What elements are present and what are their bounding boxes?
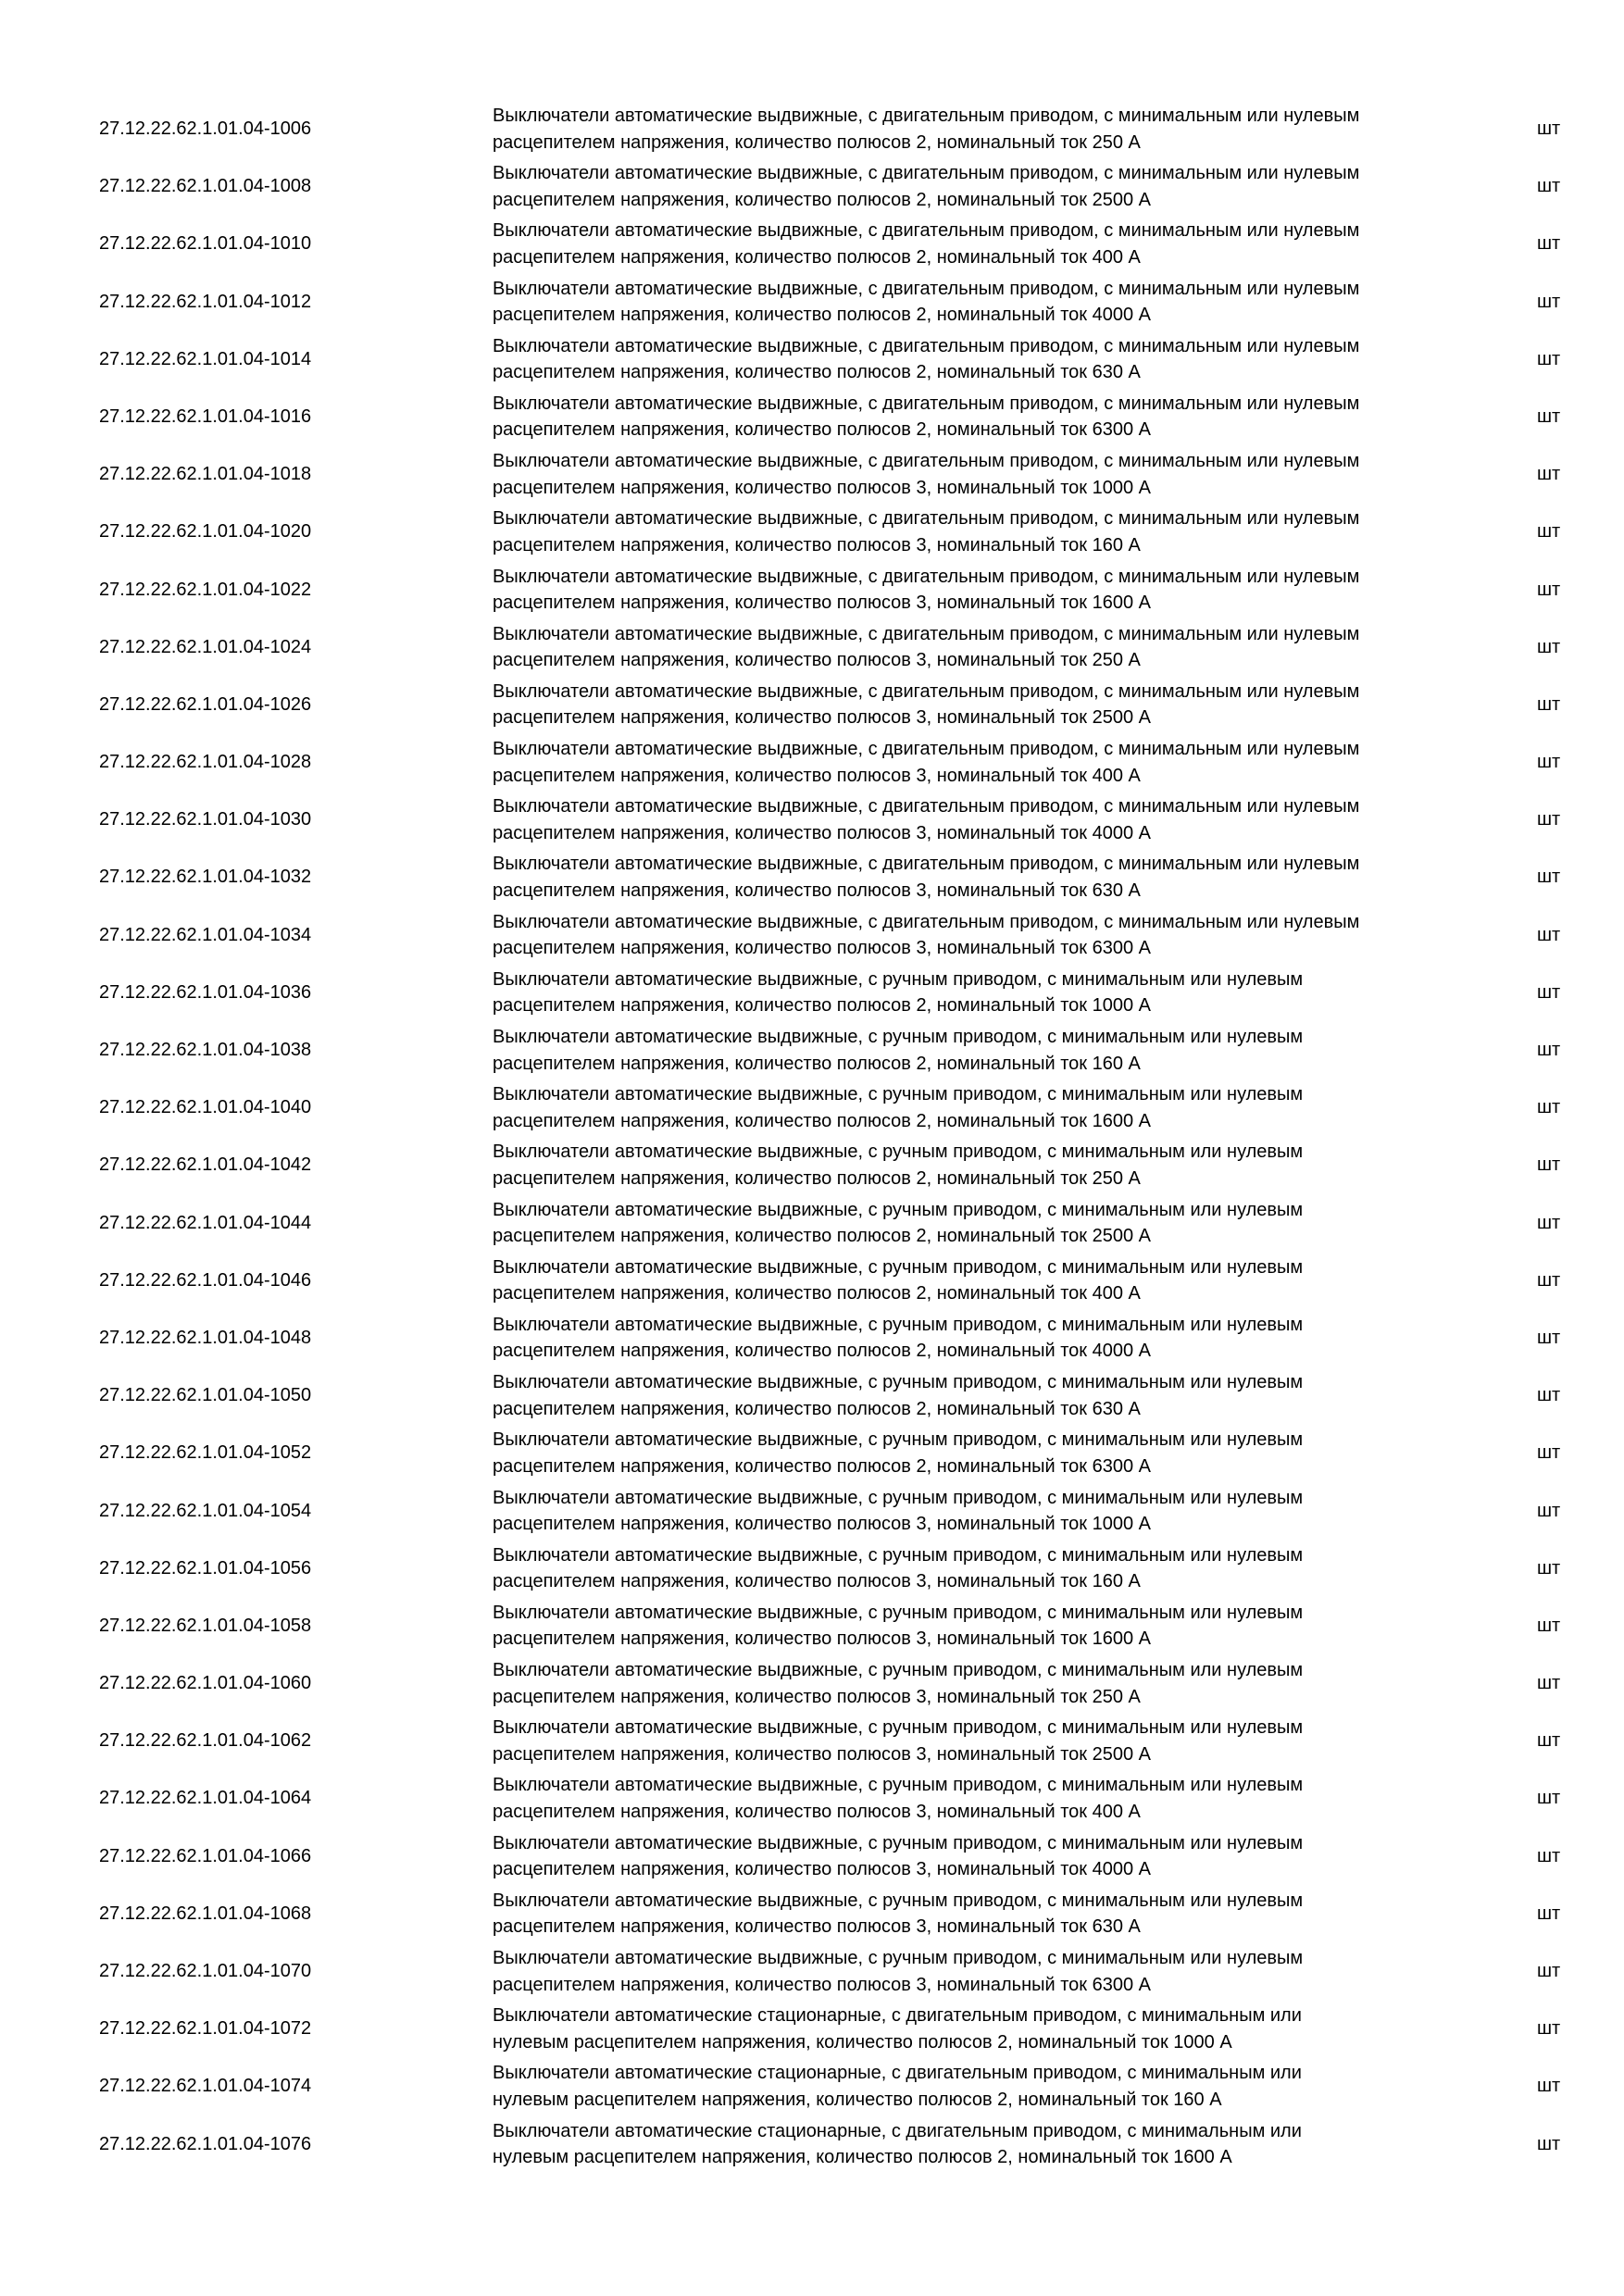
description-line-1: Выключатели автоматические выдвижные, с двигательным приводом, с минимальным или нулевым [493,739,1360,760]
unit-of-measure: шт [1537,1327,1561,1348]
resource-description [493,793,1493,846]
description-line-1: Выключатели автоматические выдвижные, с ручным приводом, с минимальным или нулевым [493,1544,1304,1566]
resource-code: 27.12.22.62.1.01.04-1034 [99,924,312,945]
unit-of-measure: шт [1537,1903,1561,1924]
resource-description [493,1772,1493,1825]
description-line-2: расцепителем напряжения, количество полюсов 2, номинальный ток 4000 А [493,305,1151,326]
description-line-2: расцепителем напряжения, количество полюсов 3, номинальный ток 1600 А [493,1628,1151,1650]
unit-of-measure: шт [1537,1615,1561,1636]
resource-code: 27.12.22.62.1.01.04-1060 [99,1673,312,1694]
description-line-1: Выключатели автоматические выдвижные, с двигательным приводом, с минимальным или нулевым [493,163,1360,184]
description-line-1: Выключатели автоматические выдвижные, с ручным приводом, с минимальным или нулевым [493,1832,1304,1853]
resource-code: 27.12.22.62.1.01.04-1070 [99,1961,312,1981]
resource-description [493,2003,1493,2055]
description-line-2: расцепителем напряжения, количество полюсов 3, номинальный ток 4000 А [493,1859,1151,1880]
table-row [0,1424,1624,1481]
resource-description [493,1888,1493,1940]
table-row [0,1021,1624,1079]
resource-code: 27.12.22.62.1.01.04-1008 [99,176,312,197]
resource-description [493,333,1493,386]
unit-of-measure: шт [1537,693,1561,715]
resource-description [493,1945,1493,1998]
resource-description [493,851,1493,904]
unit-of-measure: шт [1537,1385,1561,1406]
resource-description [493,621,1493,674]
description-line-1: Выключатели автоматические выдвижные, с двигательным приводом, с минимальным или нулевым [493,393,1360,414]
resource-code: 27.12.22.62.1.01.04-1044 [99,1212,312,1233]
unit-of-measure: шт [1537,1961,1561,1981]
description-line-1: Выключатели автоматические выдвижные, с двигательным приводом, с минимальным или нулевым [493,278,1360,299]
table-row [0,1942,1624,2000]
table-row [0,1885,1624,1942]
resource-description [493,1485,1493,1538]
table-row [0,1079,1624,1136]
resource-description [493,1427,1493,1479]
description-line-1: Выключатели автоматические выдвижные, с двигательным приводом, с минимальным или нулевым [493,854,1360,875]
table-row [0,618,1624,676]
description-line-1: Выключатели автоматические стационарные, с двигательным приводом, с минимальным или [493,2120,1302,2141]
description-line-2: расцепителем напряжения, количество полюсов 3, номинальный ток 160 А [493,1571,1141,1592]
resource-description [493,1254,1493,1307]
table-row [0,964,1624,1021]
description-line-2: расцепителем напряжения, количество полюсов 2, номинальный ток 630 А [493,1398,1141,1419]
table-row [0,1309,1624,1366]
table-row [0,1252,1624,1309]
unit-of-measure: шт [1537,981,1561,1003]
resource-description [493,1024,1493,1077]
description-line-1: Выключатели автоматические выдвижные, с ручным приводом, с минимальным или нулевым [493,1256,1304,1278]
unit-of-measure: шт [1537,924,1561,945]
description-line-2: расцепителем напряжения, количество полюсов 2, номинальный ток 2500 А [493,1226,1151,1247]
resource-description [493,1369,1493,1422]
table-row [0,157,1624,215]
resource-code: 27.12.22.62.1.01.04-1050 [99,1385,312,1406]
unit-of-measure: шт [1537,176,1561,197]
description-line-1: Выключатели автоматические выдвижные, с двигательным приводом, с минимальным или нулевым [493,451,1360,472]
description-line-2: расцепителем напряжения, количество полюсов 3, номинальный ток 400 А [493,1801,1141,1822]
description-line-2: расцепителем напряжения, количество полюсов 3, номинальный ток 1000 А [493,1514,1151,1534]
resource-description [493,1600,1493,1653]
table-row [0,733,1624,791]
resource-code: 27.12.22.62.1.01.04-1072 [99,2018,312,2040]
description-line-2: расцепителем напряжения, количество полюсов 3, номинальный ток 2500 А [493,707,1151,729]
description-line-2: расцепителем напряжения, количество полюсов 3, номинальный ток 250 А [493,650,1141,671]
description-line-2: расцепителем напряжения, количество полюсов 3, номинальный ток 4000 А [493,822,1151,843]
table-row [0,1366,1624,1424]
table-row [0,1654,1624,1712]
resource-description [493,218,1493,270]
resource-description [493,1197,1493,1250]
resource-code: 27.12.22.62.1.01.04-1074 [99,2076,312,2097]
resource-code: 27.12.22.62.1.01.04-1022 [99,579,312,600]
resource-description [493,679,1493,731]
unit-of-measure: шт [1537,406,1561,427]
unit-of-measure: шт [1537,809,1561,830]
description-line-2: расцепителем напряжения, количество полюсов 3, номинальный ток 6300 А [493,1974,1151,1995]
resource-description [493,276,1493,329]
resource-description [493,2118,1493,2171]
resource-code: 27.12.22.62.1.01.04-1024 [99,636,312,657]
description-line-1: Выключатели автоматические выдвижные, с ручным приводом, с минимальным или нулевым [493,1199,1304,1220]
resource-description [493,2060,1493,2113]
unit-of-measure: шт [1537,1557,1561,1578]
table-row [0,100,1624,157]
description-line-1: Выключатели автоматические выдвижные, с ручным приводом, с минимальным или нулевым [493,1027,1304,1047]
resource-code: 27.12.22.62.1.01.04-1014 [99,348,312,369]
description-line-1: Выключатели автоматические выдвижные, с ручным приводом, с минимальным или нулевым [493,1487,1304,1508]
unit-of-measure: шт [1537,752,1561,773]
description-line-1: Выключатели автоматические выдвижные, с двигательным приводом, с минимальным или нулевым [493,566,1360,587]
table-row [0,445,1624,503]
description-line-1: Выключатели автоматические выдвижные, с ручным приводом, с минимальным или нулевым [493,1660,1304,1681]
resource-code: 27.12.22.62.1.01.04-1026 [99,693,312,715]
description-line-2: расцепителем напряжения, количество полюсов 2, номинальный ток 250 А [493,131,1141,153]
description-line-1: Выключатели автоматические выдвижные, с двигательным приводом, с минимальным или нулевым [493,220,1360,242]
description-line-1: Выключатели автоматические выдвижные, с двигательным приводом, с минимальным или нулевым [493,106,1360,126]
unit-of-measure: шт [1537,579,1561,600]
resource-code: 27.12.22.62.1.01.04-1020 [99,521,312,543]
description-line-2: расцепителем напряжения, количество полюсов 3, номинальный ток 2500 А [493,1743,1151,1765]
description-line-1: Выключатели автоматические выдвижные, с двигательным приводом, с минимальным или нулевым [493,796,1360,817]
description-line-1: Выключатели автоматические стационарные, с двигательным приводом, с минимальным или [493,2005,1302,2027]
unit-of-measure: шт [1537,1730,1561,1752]
resource-code: 27.12.22.62.1.01.04-1062 [99,1730,312,1752]
unit-of-measure: шт [1537,2076,1561,2097]
resource-description [493,1542,1493,1595]
description-line-1: Выключатели автоматические выдвижные, с ручным приводом, с минимальным или нулевым [493,1717,1304,1739]
table-row [0,331,1624,388]
unit-of-measure: шт [1537,1154,1561,1176]
table-row [0,1712,1624,1769]
resource-code: 27.12.22.62.1.01.04-1030 [99,809,312,830]
resource-code: 27.12.22.62.1.01.04-1076 [99,2133,312,2154]
description-line-2: расцепителем напряжения, количество полюсов 3, номинальный ток 6300 А [493,938,1151,959]
description-line-2: расцепителем напряжения, количество полюсов 2, номинальный ток 6300 А [493,419,1151,441]
resource-code: 27.12.22.62.1.01.04-1068 [99,1903,312,1924]
resource-code: 27.12.22.62.1.01.04-1032 [99,867,312,888]
table-row [0,2115,1624,2173]
unit-of-measure: шт [1537,1442,1561,1464]
resource-code: 27.12.22.62.1.01.04-1012 [99,291,312,312]
resource-code: 27.12.22.62.1.01.04-1042 [99,1154,312,1176]
resource-description [493,909,1493,962]
description-line-2: расцепителем напряжения, количество полюсов 2, номинальный ток 630 А [493,362,1141,383]
resource-description [493,448,1493,501]
unit-of-measure: шт [1537,119,1561,139]
resource-code: 27.12.22.62.1.01.04-1064 [99,1788,312,1809]
resource-description [493,1312,1493,1365]
description-line-1: Выключатели автоматические выдвижные, с ручным приводом, с минимальным или нулевым [493,1429,1304,1451]
resource-code: 27.12.22.62.1.01.04-1066 [99,1845,312,1866]
resource-code: 27.12.22.62.1.01.04-1036 [99,981,312,1003]
unit-of-measure: шт [1537,233,1561,255]
description-line-1: Выключатели автоматические выдвижные, с двигательным приводом, с минимальным или нулевым [493,508,1360,530]
resource-description [493,1139,1493,1192]
resource-code: 27.12.22.62.1.01.04-1058 [99,1615,312,1636]
table-row [0,503,1624,560]
table-row [0,215,1624,272]
table-row [0,2000,1624,2057]
resource-description [493,1657,1493,1710]
table-row [0,1482,1624,1540]
description-line-2: расцепителем напряжения, количество полюсов 2, номинальный ток 160 А [493,1053,1141,1074]
description-line-1: Выключатели автоматические выдвижные, с ручным приводом, с минимальным или нулевым [493,1372,1304,1393]
table-row [0,848,1624,905]
resource-code: 27.12.22.62.1.01.04-1016 [99,406,312,427]
description-line-1: Выключатели автоматические выдвижные, с ручным приводом, с минимальным или нулевым [493,1084,1304,1105]
description-line-1: Выключатели автоматические выдвижные, с двигательным приводом, с минимальным или нулевым [493,335,1360,356]
unit-of-measure: шт [1537,1269,1561,1291]
table-row [0,1828,1624,1885]
resource-code: 27.12.22.62.1.01.04-1018 [99,464,312,485]
description-line-2: нулевым расцепителем напряжения, количество полюсов 2, номинальный ток 160 А [493,2089,1222,2110]
resource-code: 27.12.22.62.1.01.04-1048 [99,1327,312,1348]
resource-description [493,1081,1493,1134]
unit-of-measure: шт [1537,521,1561,543]
description-line-2: расцепителем напряжения, количество полюсов 2, номинальный ток 6300 А [493,1455,1151,1477]
description-line-2: расцепителем напряжения, количество полюсов 2, номинальный ток 400 А [493,1283,1141,1304]
resource-description [493,736,1493,789]
resource-description [493,1830,1493,1883]
description-line-1: Выключатели автоматические выдвижные, с двигательным приводом, с минимальным или нулевым [493,680,1360,702]
unit-of-measure: шт [1537,1673,1561,1694]
table-row [0,2057,1624,2115]
resource-code: 27.12.22.62.1.01.04-1010 [99,233,312,255]
resource-description [493,505,1493,558]
resource-description [493,967,1493,1019]
resource-description [493,1715,1493,1767]
table-row [0,791,1624,848]
description-line-2: расцепителем напряжения, количество полюсов 2, номинальный ток 400 А [493,246,1141,268]
table-row [0,1769,1624,1827]
table-row [0,388,1624,445]
description-line-2: расцепителем напряжения, количество полюсов 3, номинальный ток 400 А [493,765,1141,786]
unit-of-measure: шт [1537,1788,1561,1809]
description-line-1: Выключатели автоматические выдвижные, с двигательным приводом, с минимальным или нулевым [493,623,1360,644]
resource-code: 27.12.22.62.1.01.04-1056 [99,1557,312,1578]
description-line-1: Выключатели автоматические выдвижные, с ручным приводом, с минимальным или нулевым [493,1314,1304,1335]
description-line-2: нулевым расцепителем напряжения, количество полюсов 2, номинальный ток 1000 А [493,2031,1232,2053]
description-line-2: расцепителем напряжения, количество полюсов 3, номинальный ток 160 А [493,534,1141,555]
unit-of-measure: шт [1537,1097,1561,1118]
description-line-2: расцепителем напряжения, количество полюсов 3, номинальный ток 250 А [493,1686,1141,1707]
unit-of-measure: шт [1537,1212,1561,1233]
description-line-1: Выключатели автоматические стационарные, с двигательным приводом, с минимальным или [493,2063,1302,2084]
unit-of-measure: шт [1537,348,1561,369]
table-row [0,906,1624,964]
description-line-2: расцепителем напряжения, количество полюсов 3, номинальный ток 1000 А [493,477,1151,498]
table-row [0,1194,1624,1252]
description-line-2: расцепителем напряжения, количество полюсов 2, номинальный ток 2500 А [493,189,1151,210]
description-line-2: расцепителем напряжения, количество полюсов 3, номинальный ток 1600 А [493,593,1151,613]
unit-of-measure: шт [1537,464,1561,485]
table-row [0,1597,1624,1654]
resource-code: 27.12.22.62.1.01.04-1054 [99,1500,312,1521]
unit-of-measure: шт [1537,2133,1561,2154]
unit-of-measure: шт [1537,867,1561,888]
resource-code: 27.12.22.62.1.01.04-1038 [99,1040,312,1060]
table-row [0,273,1624,331]
table-row [0,1136,1624,1193]
resource-code: 27.12.22.62.1.01.04-1040 [99,1097,312,1118]
description-line-1: Выключатели автоматические выдвижные, с ручным приводом, с минимальным или нулевым [493,1142,1304,1163]
table-row [0,1540,1624,1597]
resource-code: 27.12.22.62.1.01.04-1006 [99,119,312,139]
resource-code: 27.12.22.62.1.01.04-1028 [99,752,312,773]
description-line-2: расцепителем напряжения, количество полюсов 2, номинальный ток 1000 А [493,995,1151,1017]
description-line-1: Выключатели автоматические выдвижные, с ручным приводом, с минимальным или нулевым [493,1602,1304,1623]
description-line-2: расцепителем напряжения, количество полюсов 3, номинальный ток 630 А [493,1916,1141,1938]
resource-description [493,391,1493,443]
description-line-2: расцепителем напряжения, количество полюсов 3, номинальный ток 630 А [493,880,1141,901]
description-line-1: Выключатели автоматические выдвижные, с ручным приводом, с минимальным или нулевым [493,968,1304,990]
unit-of-measure: шт [1537,636,1561,657]
description-line-2: расцепителем напряжения, количество полюсов 2, номинальный ток 4000 А [493,1341,1151,1362]
resource-description [493,160,1493,213]
resource-code: 27.12.22.62.1.01.04-1046 [99,1269,312,1291]
resource-description [493,564,1493,617]
resource-description [493,103,1493,156]
description-line-2: нулевым расцепителем напряжения, количество полюсов 2, номинальный ток 1600 А [493,2147,1232,2168]
description-line-2: расцепителем напряжения, количество полюсов 2, номинальный ток 1600 А [493,1110,1151,1131]
unit-of-measure: шт [1537,1040,1561,1060]
description-line-1: Выключатели автоматические выдвижные, с ручным приводом, с минимальным или нулевым [493,1948,1304,1968]
description-line-1: Выключатели автоматические выдвижные, с ручным приводом, с минимальным или нулевым [493,1775,1304,1796]
price-list-table [0,100,1624,2173]
unit-of-measure: шт [1537,291,1561,312]
description-line-1: Выключатели автоматические выдвижные, с двигательным приводом, с минимальным или нулевым [493,911,1360,932]
unit-of-measure: шт [1537,1845,1561,1866]
unit-of-measure: шт [1537,1500,1561,1521]
description-line-2: расцепителем напряжения, количество полюсов 2, номинальный ток 250 А [493,1167,1141,1189]
resource-code: 27.12.22.62.1.01.04-1052 [99,1442,312,1464]
table-row [0,676,1624,733]
description-line-1: Выключатели автоматические выдвижные, с ручным приводом, с минимальным или нулевым [493,1890,1304,1911]
unit-of-measure: шт [1537,2018,1561,2040]
table-row [0,561,1624,618]
